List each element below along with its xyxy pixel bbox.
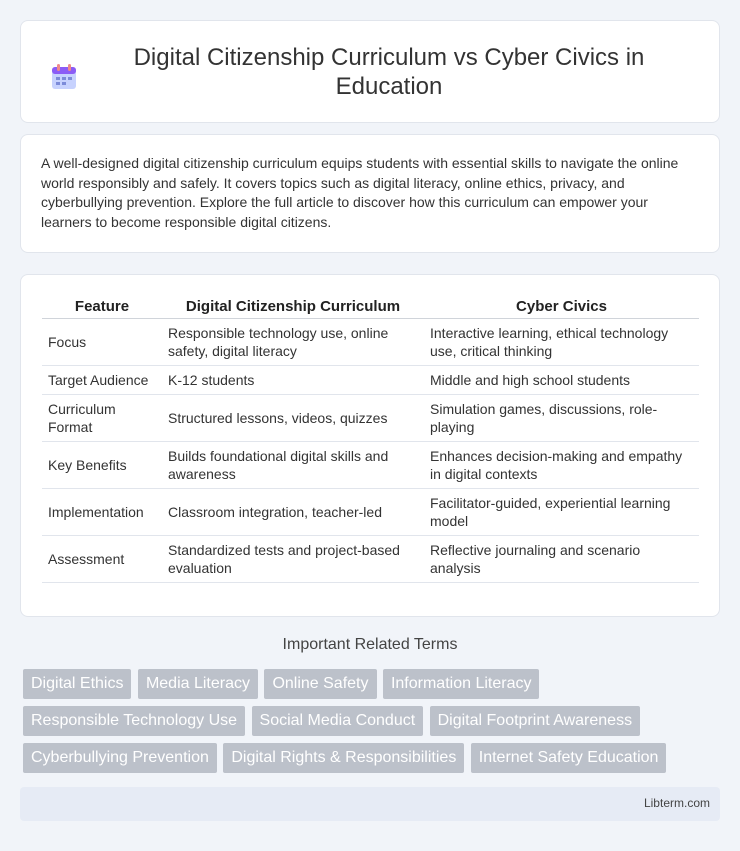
cell-feature: Curriculum Format [42,395,162,442]
cell-digital-citizenship: Classroom integration, teacher-led [162,489,424,536]
footer-site-link[interactable]: Libterm.com [643,796,710,810]
cell-cyber-civics: Interactive learning, ethical technology use, critical thinking [424,319,699,366]
cell-feature: Key Benefits [42,442,162,489]
comparison-card [20,274,720,617]
cell-digital-citizenship: Standardized tests and project-based evaluation [162,536,424,583]
cell-cyber-civics: Facilitator-guided, experiential learning model [424,489,699,536]
cell-feature: Target Audience [42,366,162,395]
header-cyber-civics: Cyber Civics [424,295,699,319]
header-digital-citizenship: Digital Citizenship Curriculum [162,295,424,319]
intro-card [20,134,720,253]
term-tag[interactable]: Online Safety [264,669,376,699]
cell-digital-citizenship: Responsible technology use, online safety, digital literacy [162,319,424,366]
cell-feature: Implementation [42,489,162,536]
cell-cyber-civics: Middle and high school students [424,366,699,395]
table-header-row [42,295,699,319]
title-row [50,43,690,101]
term-tag[interactable]: Digital Footprint Awareness [430,706,640,736]
term-tag[interactable]: Responsible Technology Use [23,706,245,736]
table-row [42,536,699,583]
related-terms-title: Important Related Terms [282,636,458,653]
related-terms-list [23,669,723,780]
table-row [42,319,699,366]
term-tag[interactable]: Social Media Conduct [252,706,424,736]
table-row [42,366,699,395]
footer [20,787,720,821]
cell-feature: Focus [42,319,162,366]
intro-text: A well-designed digital citizenship curriculum equips students with essential skills to navigate the online world responsibly and safely. It covers topics such as digital literacy, online ethics, privacy, and cyberbullying prevention. Explore the full article to discover how this curriculum can empower your learners to become responsible digital citizens. [41,155,679,230]
table-row [42,442,699,489]
comparison-table [42,295,699,583]
term-tag[interactable]: Digital Ethics [23,669,131,699]
cell-feature: Assessment [42,536,162,583]
term-tag[interactable]: Information Literacy [383,669,540,699]
table-row [42,395,699,442]
cell-cyber-civics: Reflective journaling and scenario analysis [424,536,699,583]
term-tag[interactable]: Media Literacy [138,669,258,699]
term-tag[interactable]: Cyberbullying Prevention [23,743,217,773]
cell-cyber-civics: Enhances decision-making and empathy in digital contexts [424,442,699,489]
header-feature: Feature [42,295,162,319]
table-row [42,489,699,536]
cell-digital-citizenship: Builds foundational digital skills and awareness [162,442,424,489]
term-tag[interactable]: Internet Safety Education [471,743,667,773]
title-card [20,20,720,123]
cell-digital-citizenship: K-12 students [162,366,424,395]
term-tag[interactable]: Digital Rights & Responsibilities [223,743,464,773]
page-title: Digital Citizenship Curriculum vs Cyber Civics in Education [133,43,645,100]
cell-digital-citizenship: Structured lessons, videos, quizzes [162,395,424,442]
calendar-icon [50,63,78,91]
cell-cyber-civics: Simulation games, discussions, role-playing [424,395,699,442]
